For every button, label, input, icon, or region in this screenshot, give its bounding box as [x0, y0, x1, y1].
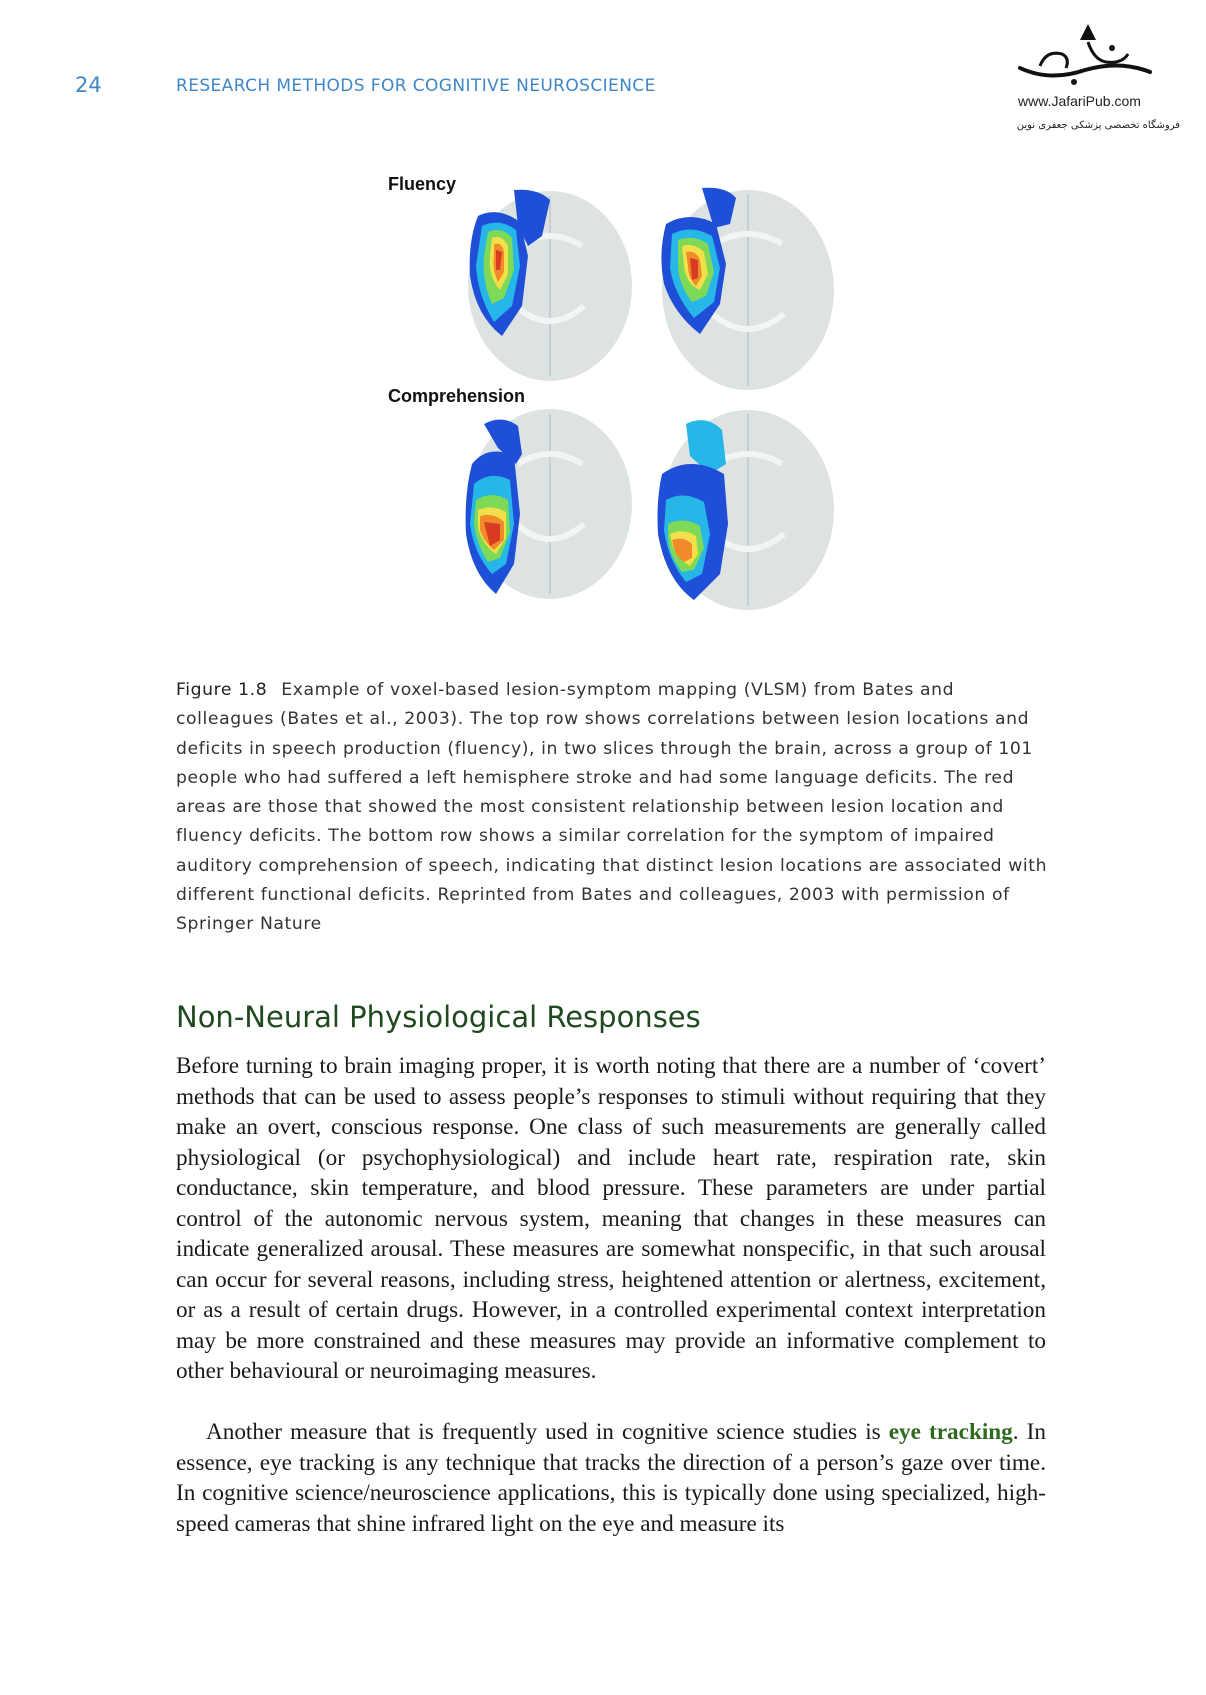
- keyword-eye-tracking: eye tracking: [888, 1419, 1013, 1445]
- brain-slice-comprehension-2: [650, 404, 840, 616]
- running-title: RESEARCH METHODS FOR COGNITIVE NEUROSCIENCE: [176, 76, 656, 96]
- figure-row-label-fluency: Fluency: [388, 174, 457, 194]
- publisher-subtitle: فروشگاه تخصصی پزشکی جعفری نوین: [1016, 120, 1180, 131]
- figure-caption-text: Example of voxel-based lesion-symptom mapping (VLSM) from Bates and colleagues (Bates et al., 2003). The top row shows correlations between lesion locations and deficits in speech production (fluency), in two slices through the brain, across a group of 101 people who had suffered a left hemisphere stroke and had some language deficits. The red areas are those that showed the most consistent relationship between lesion location and fluency deficits. The bottom row shows a similar correlation for the symptom of impaired auditory comprehension of speech, indicating that distinct lesion locations are associated with different functional deficits. Reprinted from Bates and colleagues, 2003 with permission of Springer Nature: [176, 680, 1048, 935]
- body-paragraph-1: Before turning to brain imaging proper, it is worth noting that there are a number of ‘covert’ methods that can be used to assess people’s responses to stimuli without requiring that they make an overt, conscious response. One class of such measurements are generally called physiological (or psychophysiological) and include heart rate, respiration rate, skin conductance, skin temperature, and blood pressure. These parameters are under partial control of the autonomic nervous system, meaning that changes in these measures can indicate generalized arousal. These measures are somewhat nonspecific, in that such arousal can occur for several reasons, including stress, heightened attention or alertness, excitement, or as a result of certain drugs. However, in a controlled experimental context interpretation may be more constrained and these measures may provide an informative complement to other behavioural or neuroimaging measures.: [176, 1053, 1046, 1384]
- calligraphy-logo-icon: [1010, 20, 1160, 92]
- section-heading: Non-Neural Physiological Responses: [176, 1000, 701, 1034]
- publisher-url: www.JafariPub.com: [1018, 93, 1141, 109]
- brain-slice-comprehension-1: [458, 404, 638, 604]
- brain-slice-fluency-1: [458, 186, 638, 386]
- body-paragraph-2: [176, 1417, 1046, 1539]
- page-number: 24: [75, 73, 102, 97]
- figure-row-label-comprehension: Comprehension: [388, 386, 526, 406]
- publisher-logo: [1010, 20, 1180, 140]
- paragraph-2-text-start: Another measure that is frequently used in cognitive science studies is: [206, 1419, 889, 1445]
- figure-caption: [176, 676, 1048, 940]
- brain-slice-fluency-2: [650, 184, 840, 396]
- paragraph-2-text-end: . In essence, eye tracking is any technique that tracks the direction of a person’s gaze over time. In cognitive science/neuroscience applications, this is typically done using specialized, high-speed cameras that shine infrared light on the eye and measure its: [176, 1419, 1046, 1537]
- figure-label: Figure 1.8: [176, 680, 268, 700]
